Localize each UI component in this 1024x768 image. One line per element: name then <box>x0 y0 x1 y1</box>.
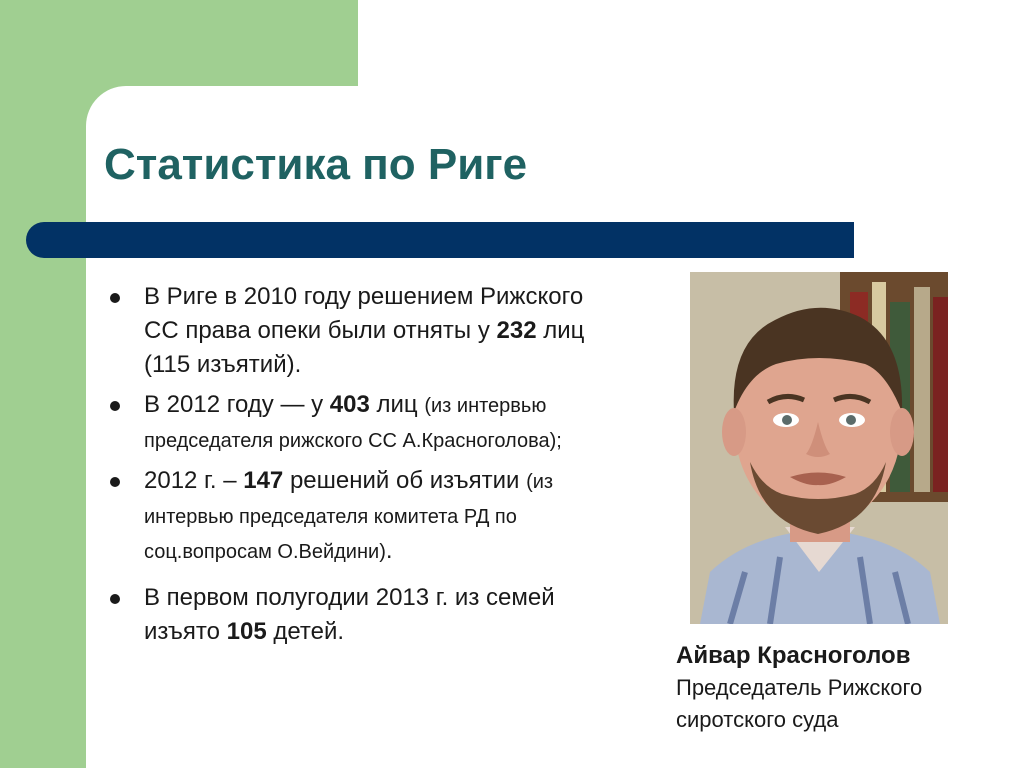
bullet-source-note: (из интервью председателя рижского СС А.Красноголова); <box>144 395 562 452</box>
bullet-text: 2012 г. – <box>144 467 244 494</box>
bullet-number: 403 <box>329 391 370 418</box>
bullet-list <box>104 280 624 655</box>
bullet-item <box>104 581 624 649</box>
bullet-text: . <box>385 537 393 564</box>
background-green-strip <box>0 0 86 768</box>
bullet-number: 147 <box>243 467 284 494</box>
bullet-dot-icon <box>110 401 120 411</box>
caption-role-line1: Председатель Рижского <box>676 675 923 700</box>
photo-caption <box>676 640 1006 736</box>
bullet-text: детей. <box>266 618 345 645</box>
bullet-item <box>104 464 624 569</box>
portrait-photo <box>690 272 948 624</box>
bullet-dot-icon <box>110 594 120 604</box>
caption-role-line2: сиротского суда <box>676 707 839 732</box>
title-underline-bar <box>26 222 854 258</box>
caption-name: Айвар Красноголов <box>676 642 911 669</box>
bullet-source-note: (из интервью председателя комитета РД по соц.вопросам О.Вейдини) <box>144 471 554 563</box>
slide-title: Статистика по Риге <box>104 140 528 189</box>
bullet-text: В Риге в 2010 году решением Рижского СС права опеки были отняты у <box>144 283 584 344</box>
bullet-text: лиц (115 изъятий). <box>144 317 585 378</box>
bullet-dot-icon <box>110 477 120 487</box>
bullet-number: 105 <box>226 618 267 645</box>
bullet-dot-icon <box>110 293 120 303</box>
bullet-text: решений об изъятии <box>283 467 527 494</box>
bullet-text: В первом полугодии 2013 г. из семей изъято <box>144 584 555 645</box>
portrait-illustration <box>690 272 948 624</box>
bullet-text: В 2012 году — у <box>144 391 330 418</box>
bullet-text: лиц <box>369 391 425 418</box>
bullet-item <box>104 280 624 382</box>
bullet-item <box>104 388 624 458</box>
bullet-number: 232 <box>496 317 537 344</box>
